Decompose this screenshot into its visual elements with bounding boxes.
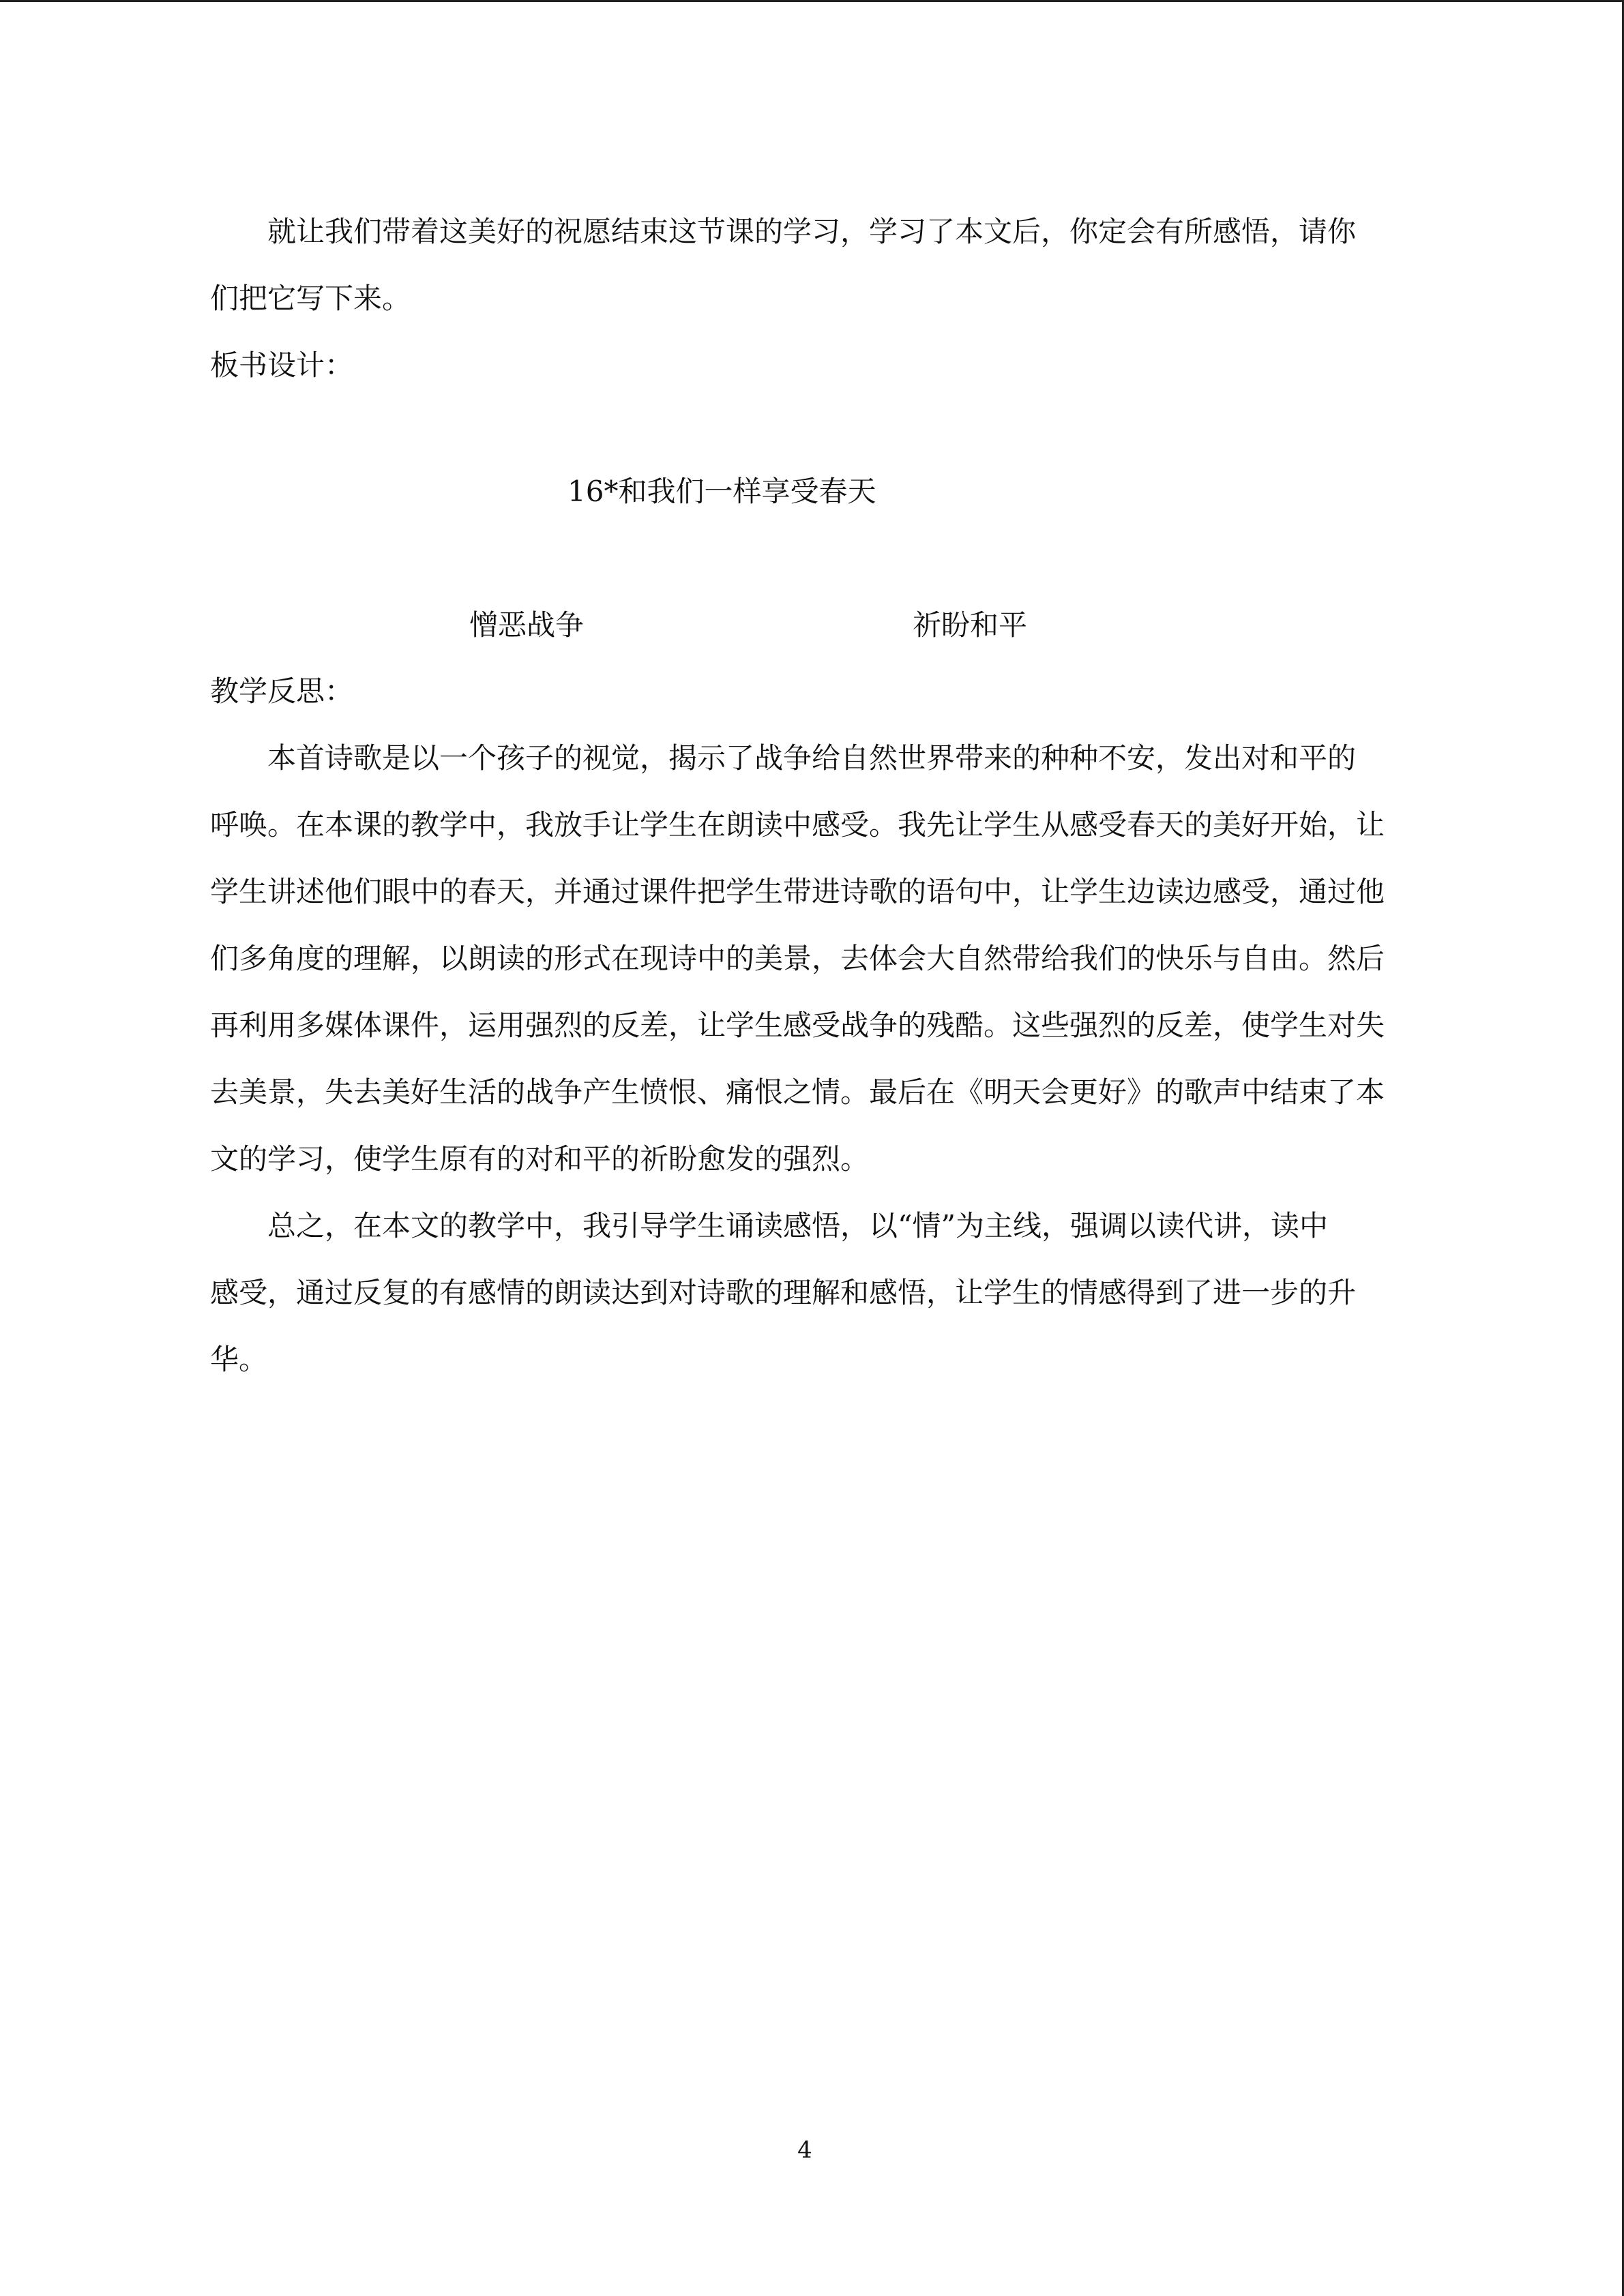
reflection-p1-line-6: 去美景，失去美好生活的战争产生愤恨、痛恨之情。最后在《明天会更好》的歌声中结束了本 [210, 1075, 1385, 1109]
board-design-heading: 板书设计： [210, 348, 354, 382]
board-design-left-item: 憎恶战争 [469, 608, 585, 642]
board-design-right-item: 祈盼和平 [913, 608, 1028, 642]
reflection-p1-line-5: 再利用多媒体课件，运用强烈的反差，让学生感受战争的残酷。这些强烈的反差，使学生对失 [210, 1009, 1385, 1042]
page-number: 4 [797, 2136, 812, 2164]
reflection-p1-line-1: 本首诗歌是以一个孩子的视觉，揭示了战争给自然世界带来的种种不安，发出对和平的 [267, 741, 1357, 775]
intro-paragraph [210, 198, 1390, 332]
intro-line-2: 们把它写下来。 [210, 282, 411, 315]
reflection-p1-line-4: 们多角度的理解，以朗读的形式在现诗中的美景，去体会大自然带给我们的快乐与自由。然后 [210, 942, 1385, 975]
intro-line-1: 就让我们带着这美好的祝愿结束这节课的学习，学习了本文后，你定会有所感悟，请你 [267, 215, 1357, 248]
reflection-p2-line-2: 感受，通过反复的有感情的朗读达到对诗歌的理解和感悟，让学生的情感得到了进一步的升 [210, 1276, 1357, 1309]
reflection-p2-line-3: 华。 [210, 1343, 268, 1376]
reflection-p1-line-3: 学生讲述他们眼中的春天，并通过课件把学生带进诗歌的语句中，让学生边读边感受，通过他 [210, 875, 1385, 908]
reflection-p2-line-1: 总之，在本文的教学中，我引导学生诵读感悟，以“情”为主线，强调以读代讲，读中 [267, 1209, 1328, 1242]
reflection-heading: 教学反思： [210, 674, 354, 708]
board-design-section [210, 332, 1390, 399]
board-design-title: 16*和我们一样享受春天 [567, 475, 876, 508]
reflection-p1-line-2: 呼唤。在本课的教学中，我放手让学生在朗读中感受。我先让学生从感受春天的美好开始，让 [210, 808, 1385, 841]
reflection-section [210, 658, 1390, 1393]
reflection-p1-line-7: 文的学习，使学生原有的对和平的祈盼愈发的强烈。 [210, 1142, 870, 1176]
